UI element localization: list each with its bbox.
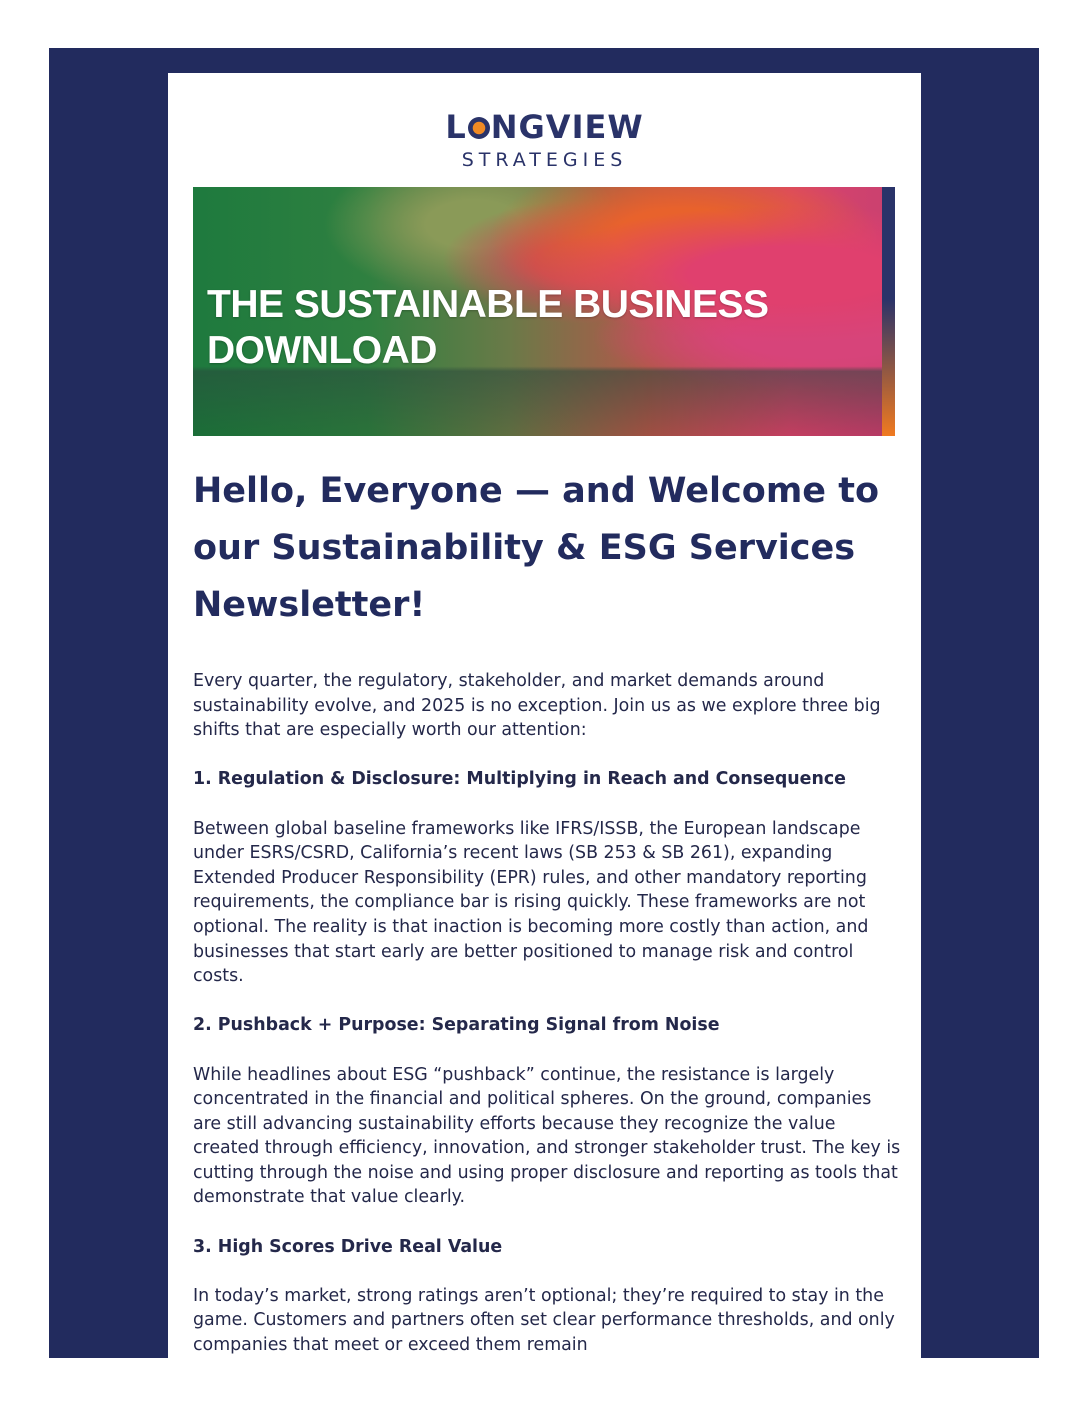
newsletter-card: [168, 73, 921, 1358]
welcome-headline: Hello, Everyone — and Welcome to our Sustainability & ESG Services Newsletter!: [193, 471, 879, 625]
section-heading-scores: 3. High Scores Drive Real Value: [193, 1236, 503, 1257]
banner-title: THE SUSTAINABLE BUSINESS DOWNLOAD: [207, 283, 769, 372]
newsletter-body: [193, 669, 903, 1358]
section-heading-regulation: 1. Regulation & Disclosure: Multiplying in Reach and Consequence: [193, 769, 846, 790]
logo-wordmark: [445, 109, 643, 145]
section-text-scores: In today’s market, strong ratings aren’t optional; they’re required to stay in the game. Customers and partners often set clear performance thresholds, and only companies that meet or exceed them remain: [193, 1285, 895, 1356]
newsletter-frame: [49, 48, 1039, 1358]
logo-o-icon: [468, 117, 490, 139]
logo-word-right: NGVIEW: [490, 108, 644, 146]
logo-subtitle: STRATEGIES: [461, 149, 628, 171]
banner-accent-strip: [882, 187, 895, 436]
hero-banner: [193, 187, 895, 436]
section-text-regulation: Between global baseline frameworks like IFRS/ISSB, the European landscape under ESRS/CSRD, California’s recent laws (SB 253 & SB 261), expanding Extended Producer Responsibility (EPR) rules, and other mandatory reporting requirements, the compliance bar is rising quickly. These frameworks are not optional. The reality is that inaction is becoming more costly than action, and businesses that start early are better positioned to manage risk and control costs.: [193, 818, 869, 987]
logo-word-left: L: [445, 108, 467, 146]
longview-logo: [168, 109, 921, 171]
intro-paragraph: Every quarter, the regulatory, stakeholder, and market demands around sustainability evolve, and 2025 is no exception. Join us as we explore three big shifts that are especially worth our attention:: [193, 671, 881, 741]
section-heading-pushback: 2. Pushback + Purpose: Separating Signal from Noise: [193, 1015, 720, 1036]
section-text-pushback: While headlines about ESG “pushback” continue, the resistance is largely concentrated in the financial and political spheres. On the ground, companies are still advancing sustainability efforts because they recognize the value created through efficiency, innovation, and stronger stakeholder trust. The key is cutting through the noise and using proper disclosure and reporting as tools that demonstrate that value clearly.: [193, 1064, 901, 1208]
